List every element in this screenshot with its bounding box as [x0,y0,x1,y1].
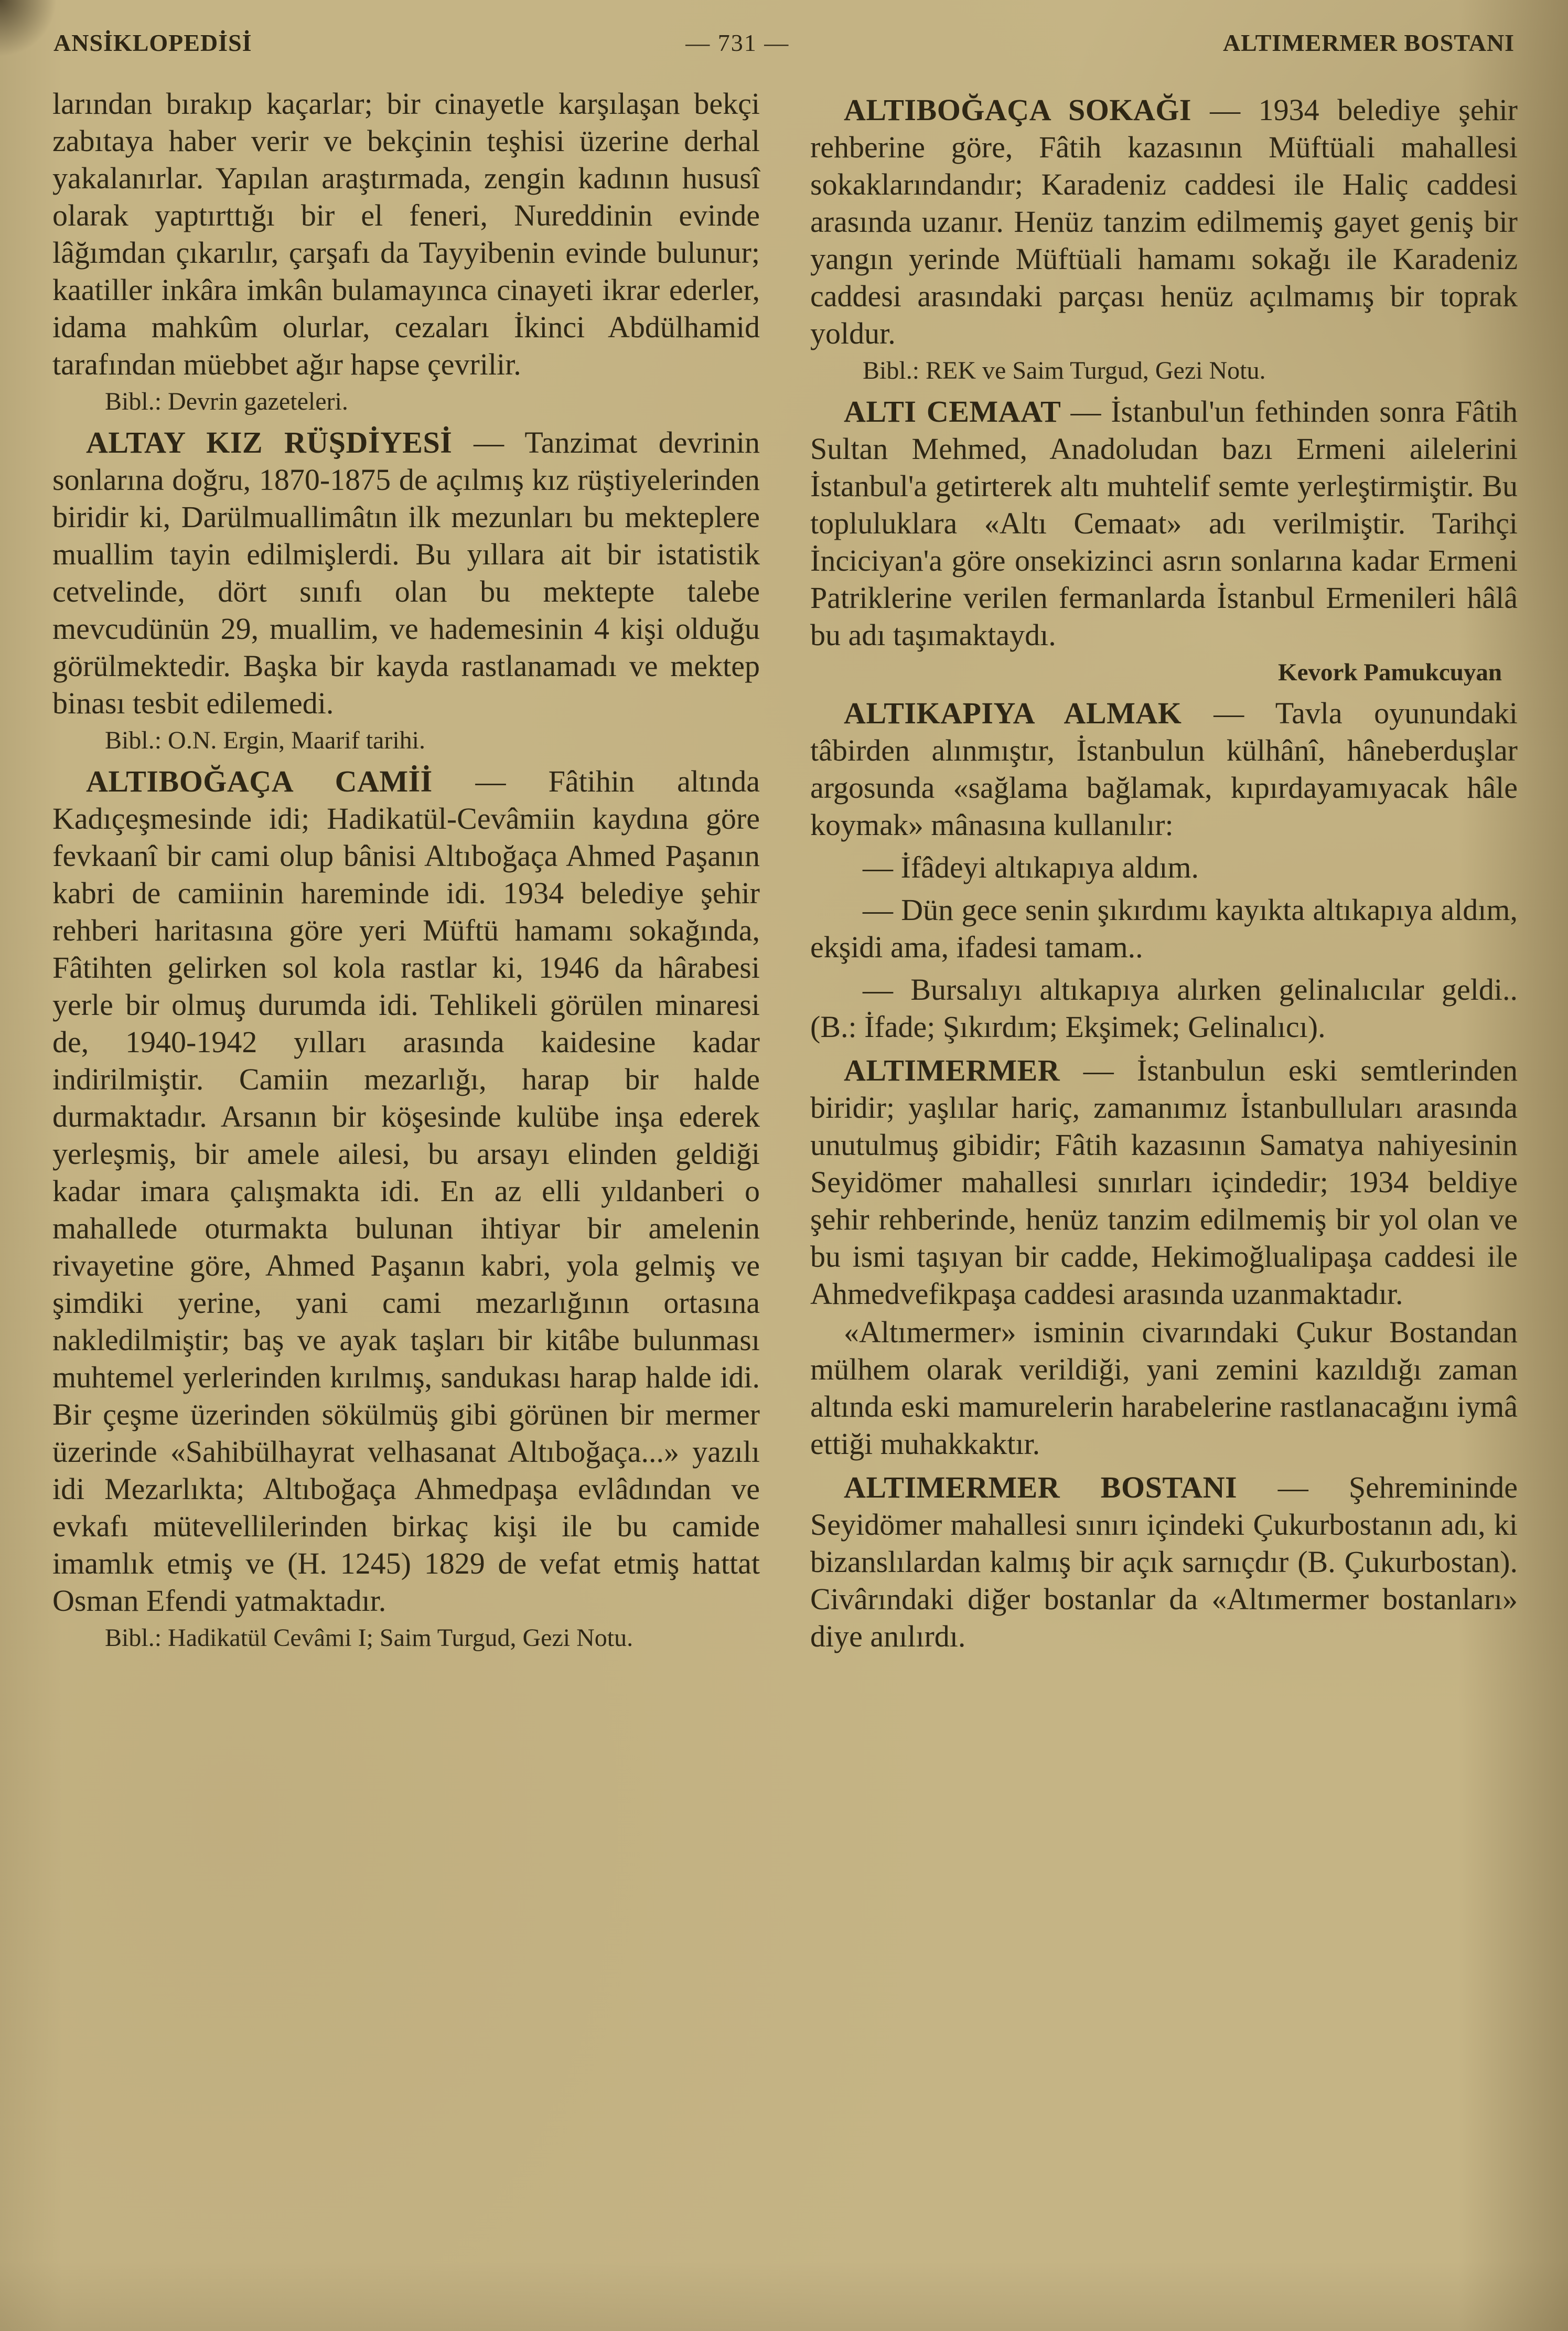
entry-paragraph: ALTIKAPIYA ALMAK — Tavla oyunundaki tâbirden alınmıştır, İstanbulun külhânî, hâneberduşlar argosunda «sağlama bağlamak, kıpırdayamıyacak hâle koymak» mânasına kullanılır: [810,696,1518,842]
entry-paragraph: ALTAY KIZ RÜŞDİYESİ — Tanzimat devrinin sonlarına doğru, 1870-1875 de açılmış kız rüştiyelerinden biridir ki, Darülmuallimâtın ilk mezunları bu mekteplere muallim tayin edilmişlerdi. Bu yıllara ait bir istatistik cetvelinde, dört sınıfı olan bu mektepte talebe mevcudünün 29, muallim, ve hademesinin 4 kişi olduğu görülmektedir. Başka bir kayda rastlanamadı ve mektep binası tesbit edilemedi. [52,425,760,720]
header-running-title: ALTIMERMER BOSTANI [1222,29,1515,56]
text-column-left [52,85,760,1659]
entry-paragraph: ALTIBOĞAÇA CAMİİ — Fâtihin altında Kadıçeşmesinde idi; Hadikatül-Cevâmiin kaydına göre fevkaanî bir cami olup bânisi Altıboğaça Ahmed Paşanın kabri de camiinin hareminde idi. 1934 belediye şehir rehberi haritasına göre yeri Müftü hamamı sokağında, Fâtihten gelirken sol kola rastlar ki, 1946 da hârabesi yerle bir olmuş durumda idi. Tehlikeli görülen minaresi de, 1940-1942 yılları arasında kaidesine kadar indirilmiştir. Camiin mezarlığı, harap bir halde durmaktadır. Arsanın bir köşesinde kulübe inşa ederek yerleşmiş, bir amele ailesi, bu arsayı elinden geldiği kadar imara çalışmakta idi. En az elli yıldanberi o mahallede oturmakta bulunan ihtiyar bir amelenin rivayetine göre, Ahmed Paşanın kabri, yola gelmiş ve şimdiki yerine, yani cami mezarlığının ortasına nakledilmiştir; baş ve ayak taşları bir kitâbe bulunması muhtemel yerlerinden kırılmış, sandukası harap halde idi. Bir çeşme üzerinden sökülmüş gibi görünen bir mermer üzerinde «Sahibülhayrat velhasanat Altıboğaça...» yazılı idi Mezarlıkta; Altıboğaça Ahmedpaşa evlâdından ve evkafı mütevellilerinden birkaç kişi ile bu camide imamlık etmiş ve (H. 1245) 1829 de vefat etmiş hattat Osman Efendi yatmaktadır. [52,764,760,1618]
continuation-paragraph: larından bırakıp kaçarlar; bir cinayetle karşılaşan bekçi zabıtaya haber verir ve bekçinin teşhisi üzerine derhal yakalanırlar. Yapılan araştırmada, zengin kadının hususî olarak yaptırttığı bir el feneri, Nureddinin evinde lâğımdan çıkarılır, çarşafı da Tayyibenin evinde bulunur; kaatiller inkâra imkân bulamayınca cinayeti ikrar ederler, idama mahkûm olurlar, cezaları İkinci Abdülhamid tarafından müebbet ağır hapse çevrilir. [52,87,760,381]
bibl-paragraph: Bibl.: Devrin gazeteleri. [105,388,348,415]
entry-title: ALTIBOĞAÇA CAMİİ [86,764,476,798]
dialogue-paragraph: — Dün gece senin şıkırdımı kayıkta altıkapıya aldım, ekşidi ama, ifadesi tamam.. [810,893,1518,964]
entry-paragraph: ALTIBOĞAÇA SOKAĞI — 1934 belediye şehir rehberine göre, Fâtih kazasının Müftüali mahallesi sokaklarındandır; Karadeniz caddesi ile Haliç caddesi arasında uzanır. Henüz tanzim edilmemiş gayet geniş bir yangın yerinde Müftüali hamamı sokağı ile Karadeniz caddesi arasındaki parçası henüz açılmamış bir toprak yoldur. [810,93,1518,350]
dialogue-paragraph: — İfâdeyi altıkapıya aldım. [863,850,1199,884]
bibl-paragraph: Bibl.: Hadikatül Cevâmi I; Saim Turgud, Gezi Notu. [105,1624,633,1652]
page-header [52,29,1518,57]
entry-paragraph: ALTIMERMER — İstanbulun eski semtlerinden biridir; yaşlılar hariç, zamanımız İstanbulluları arasında unutulmuş gibidir; Fâtih kazasının Samatya nahiyesinin Seyidömer mahallesi sınırları içindedir; 1934 beldiye şehir rehberinde, henüz tanzim edilmemiş bir yol olan ve bu ismi taşıyan bir cadde, Hekimoğlualipaşa caddesi ile Ahmedvefikpaşa caddesi arasında uzanmaktadır. [810,1053,1518,1311]
entry-paragraph: ALTIMERMER BOSTANI — Şehremininde Seyidömer mahallesi sınırı içindeki Çukurbostanın adı, ki bizanslılardan kalmış bir açık sarnıçdır (B. Çukurbostan). Civârındaki diğer bostanlar da «Altımermer bostanları» diye anılırdı. [810,1470,1518,1653]
entry-title: ALTAY KIZ RÜŞDİYESİ [86,425,474,459]
text-column-right [810,85,1518,1659]
entry-title: ALTIBOĞAÇA SOKAĞI [844,93,1210,127]
para-paragraph: «Altımermer» isminin civarındaki Çukur Bostandan mülhem olarak verildiği, yani zemini kazıldığı zaman altında eski mamurelerin harabelerine rastlanacağını iymâ ettiği muhakkaktır. [810,1315,1518,1461]
entry-title: ALTIMERMER [844,1053,1083,1087]
dialogue-paragraph: — Bursalıyı altıkapıya alırken gelinalıcılar geldi.. (B.: İfade; Şıkırdım; Ekşimek; Gelinalıcı). [810,972,1518,1044]
entry-title: ALTIMERMER BOSTANI [844,1470,1278,1504]
entry-paragraph: ALTI CEMAAT — İstanbul'un fethinden sonra Fâtih Sultan Mehmed, Anadoludan bazı Ermeni ailelerini İstanbul'a getirterek altı muhtelif semte yerleştirmiştir. Bu topluluklara «Altı Cemaat» adı verilmiştir. Tarihçi İnciciyan'a göre onsekizinci asrın sonlarına kadar Ermeni Patriklerine verilen fermanlarda İstanbul Ermenileri hâlâ bu adı taşımaktaydı. [810,394,1518,652]
bibl-paragraph: Bibl.: REK ve Saim Turgud, Gezi Notu. [863,357,1266,384]
signature-paragraph: Kevork Pamukcuyan [1278,659,1502,686]
entry-title: ALTIKAPIYA ALMAK [844,696,1214,730]
header-journal-title: ANSİKLOPEDİSİ [53,29,252,56]
bibl-paragraph: Bibl.: O.N. Ergin, Maarif tarihi. [105,726,426,754]
header-page-number: — 731 — [685,29,790,56]
page-content [52,85,1518,1659]
entry-title: ALTI CEMAAT [844,394,1071,429]
